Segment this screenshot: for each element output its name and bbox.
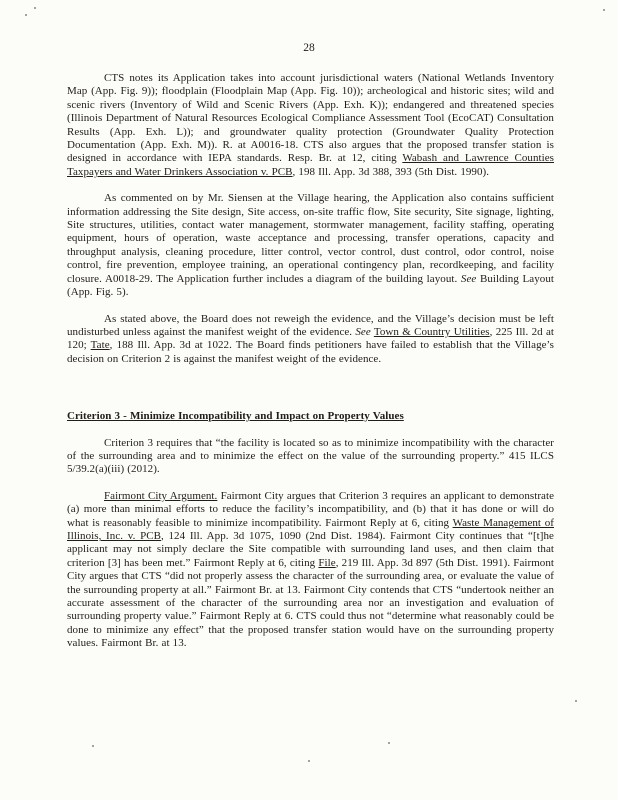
para-jurisdictional-waters: CTS notes its Application takes into account jurisdictional waters (National Wetlands Inventory Map (App. Fig. 9)); floodplain (Floodplain Map (App. Fig. 10)); archeological and historic sites; wild and scenic rivers (Inventory of Wild and Scenic Rivers (App. Exh. K)); endangered and threatened species (Illinois Department of Natural Resources Ecological Compliance Assessment Tool (EcoCAT) Consultation Results (App. Exh. L)); and groundwater quality protection (Groundwater Quality Protection Documentation (App. Exh. M)). R. at A0016-18. CTS also argues that the proposed transfer station is designed in accordance with IEPA standards. Resp. Br. at 12, citing Wabash and Lawrence Counties Taxpayers and Water Drinkers Association v. PCB, 198 Ill. App. 3d 388, 393 (5th Dist. 1990). bbox=[67, 72, 554, 178]
criterion-3-heading: Criterion 3 - Minimize Incompatibility and Impact on Property Values bbox=[67, 410, 404, 423]
para-site-design: As commented on by Mr. Siensen at the Village hearing, the Application also contains sufficient information addressing the Site design, Site access, on-site traffic flow, Site security, Site signage, lighting, Site structures, utilities, contact water management, stormwater management, facility staffing, operating equipment, hours of operation, waste acceptance and processing, transfer operations, capacity and throughput analysis, cleaning procedure, litter control, vector control, dust control, odor control, noise control, fire prevention, employee training, an operational contingency plan, recordkeeping, and facility closure. A0018-29. The Application further includes a diagram of the building layout. See Building Layout (App. Fig. 5). bbox=[67, 192, 554, 299]
para-fairmont-city-argument: Fairmont City Argument. Fairmont City argues that Criterion 3 requires an applicant to demonstrate (a) more than minimal efforts to reduce the facility’s incompatibility, and (b) that it has done or will do what is reasonably feasible to minimize incompatibility. Fairmont Reply at 6, citing Waste Management of Illinois, Inc. v. PCB, 124 Ill. App. 3d 1075, 1090 (2nd Dist. 1984). Fairmont City continues that “[t]he applicant may not simply declare the Site compatible with surrounding land uses, and then claim that criterion [3] has been met.” Fairmont Reply at 6, citing File, 219 Ill. App. 3d 897 (5th Dist. 1991). Fairmont City argues that CTS “did not properly assess the character of the surrounding area, or evaluate the value of the surrounding property at all.” Fairmont Br. at 13. Fairmont City contends that CTS “undertook neither an accurate assessment of the character of the surrounding area nor an investigation and evaluation of surrounding property value.” Fairmont Reply at 6. CTS could thus not “determine what reasonably could be done to minimize any effect” that the proposed transfer station would have on the surrounding property values. Fairmont Br. at 13. bbox=[67, 489, 555, 650]
para-board-finding: As stated above, the Board does not reweigh the evidence, and the Village’s decision must be left undisturbed unless against the manifest weight of the evidence. See Town & Country Utilities, 225 Ill. 2d at 120; Tate, 188 Ill. App. 3d at 1022. The Board finds petitioners have failed to establish that the Village’s decision on Criterion 2 is against the manifest weight of the evidence. bbox=[67, 312, 554, 365]
page-number: 28 bbox=[303, 42, 315, 54]
scan-speck bbox=[575, 700, 577, 702]
scan-speck bbox=[603, 9, 605, 11]
scan-speck bbox=[388, 742, 390, 744]
scan-speck bbox=[25, 14, 27, 16]
document-body bbox=[67, 72, 554, 664]
scan-speck bbox=[92, 745, 94, 747]
scan-speck bbox=[34, 7, 36, 9]
para-criterion-3-requirement: Criterion 3 requires that “the facility is located so as to minimize incompatibility with the character of the surrounding area and to minimize the effect on the value of the surrounding property.” 415 ILCS 5/39.2(a)(iii) (2012). bbox=[67, 436, 554, 476]
scan-speck bbox=[308, 760, 310, 762]
